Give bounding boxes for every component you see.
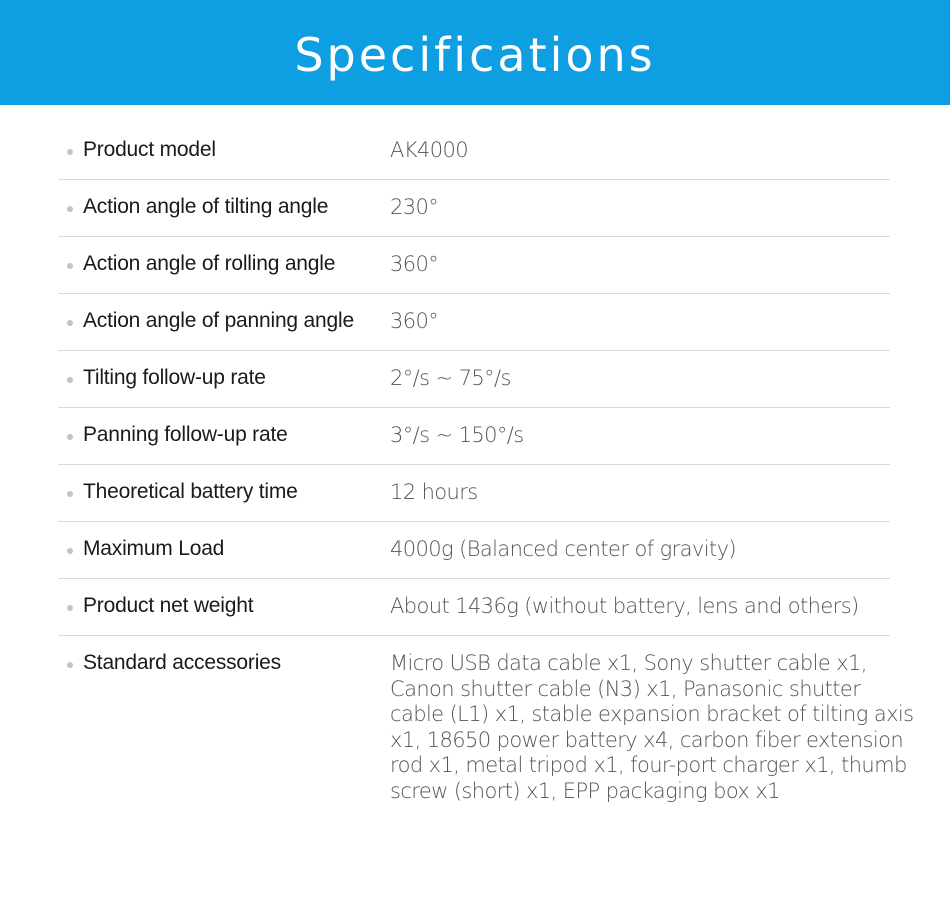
spec-value: 360° xyxy=(390,252,439,276)
spec-table xyxy=(58,123,914,803)
spec-row-maximum-load xyxy=(58,522,890,579)
spec-label: Maximum Load xyxy=(83,537,225,560)
spec-label: Standard accessories xyxy=(83,651,281,674)
bullet-icon xyxy=(67,491,73,497)
spec-row-rolling-angle xyxy=(58,237,890,294)
spec-value-line: Micro USB data cable x1, Sony shutter cable x1, xyxy=(390,651,867,675)
spec-row-panning-rate xyxy=(58,408,890,465)
bullet-icon xyxy=(67,434,73,440)
spec-value: 360° xyxy=(390,309,439,333)
spec-label: Tilting follow-up rate xyxy=(83,366,266,389)
spec-label: Action angle of panning angle xyxy=(83,309,354,332)
spec-value: 12 hours xyxy=(390,480,478,504)
spec-row-battery-time xyxy=(58,465,890,522)
bullet-icon xyxy=(67,206,73,212)
bullet-icon xyxy=(67,548,73,554)
bullet-icon xyxy=(67,263,73,269)
bullet-icon xyxy=(67,320,73,326)
spec-value-line: screw (short) x1, EPP packaging box x1 xyxy=(390,778,780,803)
bullet-icon xyxy=(67,377,73,383)
spec-row-tilting-rate xyxy=(58,351,890,408)
spec-value-line: x1, 18650 power battery x4, carbon fiber extension xyxy=(390,727,904,752)
spec-label: Product net weight xyxy=(83,594,254,617)
spec-label: Action angle of tilting angle xyxy=(83,195,329,218)
spec-row-net-weight xyxy=(58,579,890,636)
spec-value: AK4000 xyxy=(390,138,468,162)
spec-row-panning-angle xyxy=(58,294,890,351)
spec-value: 3°/s ~ 150°/s xyxy=(390,423,524,447)
header-banner xyxy=(0,0,950,105)
spec-value-multiline xyxy=(390,651,914,804)
spec-row-product-model xyxy=(58,123,890,180)
spec-value: 230° xyxy=(390,195,439,219)
spec-row-tilting-angle xyxy=(58,180,890,237)
spec-value: 2°/s ~ 75°/s xyxy=(390,366,511,390)
spec-value-line: cable (L1) x1, stable expansion bracket of tilting axis xyxy=(390,702,914,726)
spec-label: Panning follow-up rate xyxy=(83,423,288,446)
spec-value-line: rod x1, metal tripod x1, four-port charger x1, thumb xyxy=(390,753,907,777)
spec-label: Product model xyxy=(83,138,216,161)
spec-value: 4000g (Balanced center of gravity) xyxy=(390,537,736,561)
bullet-icon xyxy=(67,149,73,155)
bullet-icon xyxy=(67,662,73,668)
spec-label: Action angle of rolling angle xyxy=(83,252,336,275)
spec-label: Theoretical battery time xyxy=(83,480,298,503)
spec-value-line: Canon shutter cable (N3) x1, Panasonic shutter xyxy=(390,676,861,701)
bullet-icon xyxy=(67,605,73,611)
spec-value: About 1436g (without battery, lens and others) xyxy=(390,594,859,618)
page-title: Specifications xyxy=(294,27,656,82)
